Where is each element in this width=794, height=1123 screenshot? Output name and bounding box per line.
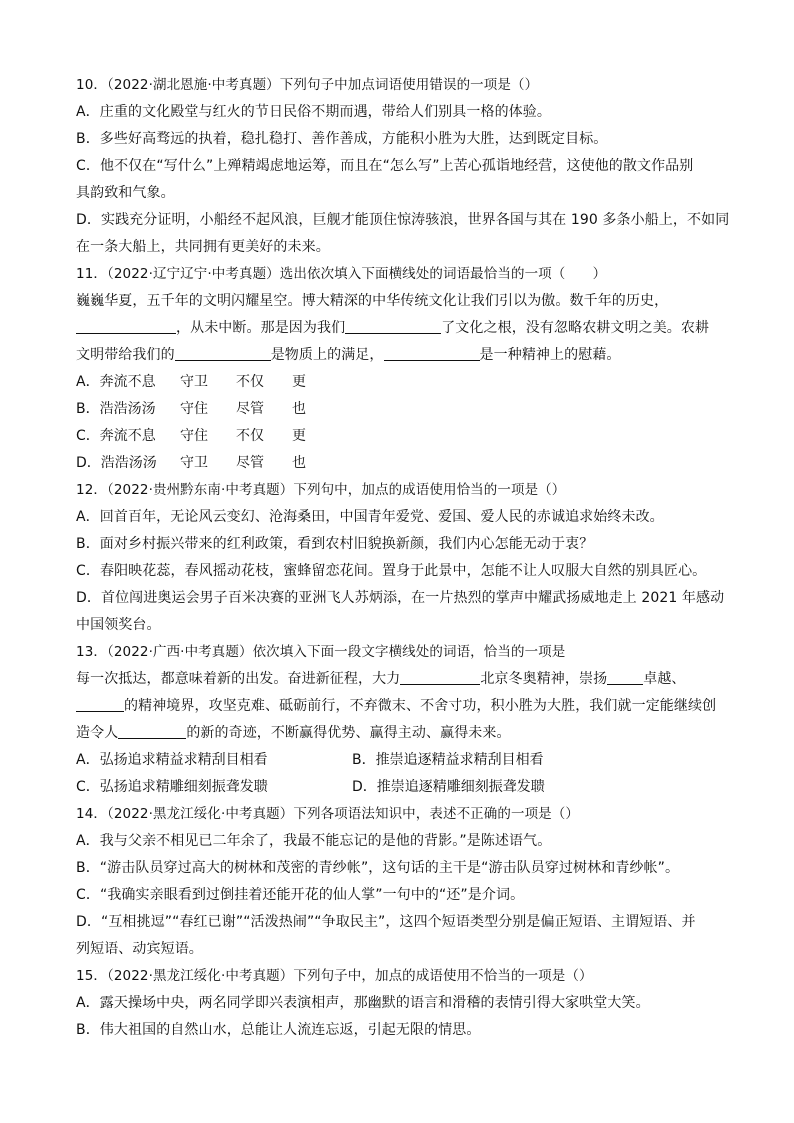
q13-passage-line1: 每一次抵达，都意味着新的出发。奋进新征程，大力 北京冬奥精神，崇扬 卓越、 xyxy=(76,671,686,687)
q11-option-b-word3: 也 xyxy=(292,401,306,417)
q11-option-c-word2: 不仅 xyxy=(236,428,264,444)
q12-stem: 12．（2022·贵州黔东南·中考真题）下列句中，加点的成语使用恰当的一项是（） xyxy=(76,482,566,498)
fill-blank xyxy=(400,670,480,685)
q11-option-a-word2: 不仅 xyxy=(236,374,264,390)
q11-option-b-word1: 守住 xyxy=(180,401,208,417)
q11-option-d-word2: 尽管 xyxy=(236,455,264,471)
fill-blank xyxy=(175,346,271,361)
q14-option-b: B．“游击队员穿过高大的树林和茂密的青纱帐”，这句话的主干是“游击队员穿过树林和青纱帐”。 xyxy=(76,860,680,876)
fill-blank xyxy=(607,670,643,685)
q12-option-d-line1: D．首位闯进奥运会男子百米决赛的亚洲飞人苏炳添，在一片热烈的掌声中耀武扬威地走上 2021 年感动 xyxy=(76,590,725,606)
q11-option-b-word2: 尽管 xyxy=(236,401,264,417)
q13-stem: 13．（2022·广西·中考真题）依次填入下面一段文字横线处的词语，恰当的一项是 xyxy=(76,644,566,660)
q14-option-d-line1: D．“互相挑逗”“春红已谢”“活泼热闹”“争取民主”，这四个短语类型分别是偏正短语、主谓短语、并 xyxy=(76,914,696,930)
q11-option-c-word1: 守住 xyxy=(180,428,208,444)
q10-stem: 10．（2022·湖北恩施·中考真题）下列句子中加点词语使用错误的一项是（） xyxy=(76,77,539,93)
q15-option-b: B．伟大祖国的自然山水，总能让人流连忘返，引起无限的情思。 xyxy=(76,1022,481,1038)
q11-option-a-word3: 更 xyxy=(292,374,306,390)
q10-option-d-line1: D．实践充分证明，小船经不起风浪，巨舰才能顶住惊涛骇浪，世界各国与其在 190 多条小船上，不如同 xyxy=(76,212,730,228)
q10-option-c-line1: C．他不仅在“写什么”上殚精竭虑地运筹，而且在“怎么写”上苦心孤诣地经营，这使他的散文作品别 xyxy=(76,158,694,174)
q13-option-b: B．推崇追逐精益求精刮目相看 xyxy=(352,752,544,768)
q11-passage-line2: ，从未中断。那是因为我们 了文化之根，没有忽略农耕文明之美。农耕 xyxy=(76,318,709,338)
q14-option-d-line2: 列短语、动宾短语。 xyxy=(76,941,203,957)
q15-option-a: A．露天操场中央，两名同学即兴表演相声，那幽默的语言和滑稽的表情引得大家哄堂大笑。 xyxy=(76,995,650,1011)
fill-blank xyxy=(118,724,186,739)
q14-option-a: A．我与父亲不相见已二年余了，我最不能忘记的是他的背影。”是陈述语气。 xyxy=(76,833,552,849)
q11-option-a-word1: 守卫 xyxy=(180,374,208,390)
fill-blank xyxy=(76,697,124,712)
q12-option-a: A．回首百年，无论风云变幻、沧海桑田，中国青年爱党、爱国、爱人民的赤诚追求始终未改。 xyxy=(76,509,664,525)
q12-option-d-line2: 中国领奖台。 xyxy=(76,617,161,633)
q15-stem: 15．（2022·黑龙江绥化·中考真题）下列句子中，加点的成语使用不恰当的一项是（） xyxy=(76,968,593,984)
q12-option-b: B．面对乡村振兴带来的红利政策，看到农村旧貌换新颜，我们内心怎能无动于衷？ xyxy=(76,536,594,552)
fill-blank xyxy=(76,319,176,334)
q11-option-c-word3: 更 xyxy=(292,428,306,444)
q10-option-a: A．庄重的文化殿堂与红火的节日民俗不期而遇，带给人们别具一格的体验。 xyxy=(76,104,551,120)
fill-blank xyxy=(384,346,480,361)
fill-blank xyxy=(345,319,441,334)
q11-option-b-label: B．浩浩汤汤 xyxy=(76,401,156,417)
q11-option-d-word1: 守卫 xyxy=(180,455,208,471)
q14-stem: 14．（2022·黑龙江绥化·中考真题）下列各项语法知识中，表述不正确的一项是（） xyxy=(76,806,579,822)
q10-option-d-line2: 在一条大船上，共同拥有更美好的未来。 xyxy=(76,239,330,255)
q13-option-a: A．弘扬追求精益求精刮目相看 xyxy=(76,752,268,768)
q10-option-c-line2: 具韵致和气象。 xyxy=(76,185,175,201)
q13-passage-line3: 造令人 的新的奇迹，不断赢得优势、赢得主动、赢得未来。 xyxy=(76,725,511,741)
q11-stem: 11．（2022·辽宁辽宁·中考真题）选出依次填入下面横线处的词语最恰当的一项（ ） xyxy=(76,266,607,282)
q13-option-d: D．推崇追逐精雕细刻振聋发聩 xyxy=(352,779,545,795)
q13-option-c: C．弘扬追求精雕细刻振聋发聩 xyxy=(76,779,268,795)
q11-option-d-word3: 也 xyxy=(292,455,306,471)
q12-option-c: C．春阳映花蕊，春风摇动花枝，蜜蜂留恋花间。置身于此景中，怎能不让人叹服大自然的别具匠心。 xyxy=(76,563,707,579)
q11-option-a-label: A．奔流不息 xyxy=(76,374,156,390)
q10-option-b: B．多些好高骛远的执着，稳扎稳打、善作善成，方能积小胜为大胜，达到既定目标。 xyxy=(76,131,608,147)
q11-passage-line1: 巍巍华夏，五千年的文明闪耀星空。博大精深的中华传统文化让我们引以为傲。数千年的历史， xyxy=(76,293,669,309)
q11-option-d-label: D．浩浩汤汤 xyxy=(76,455,157,471)
q11-option-c-label: C．奔流不息 xyxy=(76,428,156,444)
q13-passage-line2: 的精神境界，攻坚克难、砥砺前行，不弃微末、不舍寸功，积小胜为大胜，我们就一定能继续创 xyxy=(76,696,716,716)
q11-passage-line3: 文明带给我们的 是物质上的满足， 是一种精神上的慰藉。 xyxy=(76,347,621,363)
q14-option-c: C．“我确实亲眼看到过倒挂着还能开花的仙人掌”一句中的“还”是介词。 xyxy=(76,887,525,903)
